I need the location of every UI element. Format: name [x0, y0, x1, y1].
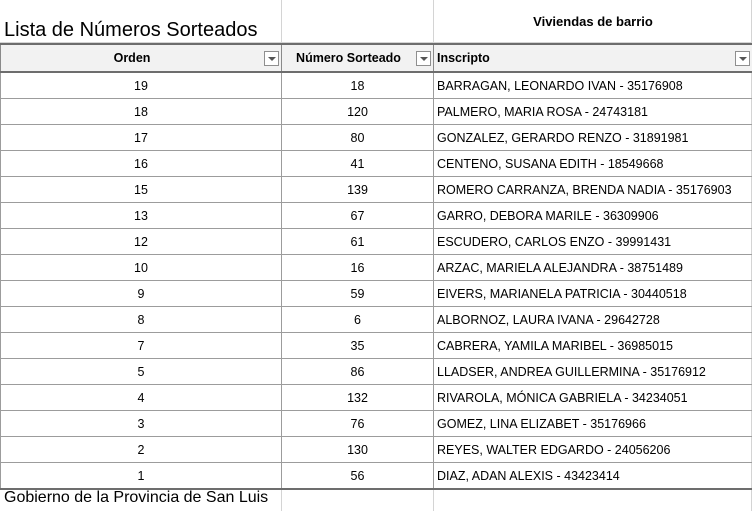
cell-numero-sorteado[interactable]: 80	[282, 125, 434, 151]
table-row	[1, 333, 752, 359]
cell-orden[interactable]: 13	[1, 203, 282, 229]
column-header-label: Orden	[113, 51, 151, 65]
cell-orden[interactable]: 19	[1, 72, 282, 99]
cell-inscripto[interactable]: ARZAC, MARIELA ALEJANDRA - 38751489	[434, 255, 752, 281]
cell-numero-sorteado[interactable]: 41	[282, 151, 434, 177]
column-header-inscripto[interactable]	[434, 44, 752, 72]
cell-numero-sorteado[interactable]: 6	[282, 307, 434, 333]
cell-orden[interactable]: 16	[1, 151, 282, 177]
sheet-title[interactable]: Lista de Números Sorteados	[4, 19, 258, 41]
cell-orden[interactable]: 1	[1, 463, 282, 490]
cell-inscripto[interactable]: CENTENO, SUSANA EDITH - 18549668	[434, 151, 752, 177]
table-row	[1, 229, 752, 255]
sheet-footer[interactable]: Gobierno de la Provincia de San Luis	[4, 489, 269, 506]
cell-numero-sorteado[interactable]: 59	[282, 281, 434, 307]
cell-numero-sorteado[interactable]: 56	[282, 463, 434, 490]
cell-numero-sorteado[interactable]: 61	[282, 229, 434, 255]
cell-inscripto[interactable]: GARRO, DEBORA MARILE - 36309906	[434, 203, 752, 229]
cell-inscripto[interactable]: DIAZ, ADAN ALEXIS - 43423414	[434, 463, 752, 490]
cell-orden[interactable]: 4	[1, 385, 282, 411]
column-header-label: Número Sorteado	[296, 51, 401, 65]
table-row	[1, 203, 752, 229]
cell-orden[interactable]: 5	[1, 359, 282, 385]
cell-numero-sorteado[interactable]: 139	[282, 177, 434, 203]
cell-orden[interactable]: 7	[1, 333, 282, 359]
cell-orden[interactable]: 10	[1, 255, 282, 281]
cell-orden[interactable]: 15	[1, 177, 282, 203]
cell-numero-sorteado[interactable]: 120	[282, 99, 434, 125]
dropdown-arrow-icon[interactable]	[735, 51, 750, 66]
table-row	[1, 281, 752, 307]
column-header-orden[interactable]	[1, 44, 282, 72]
cell-orden[interactable]: 2	[1, 437, 282, 463]
dropdown-arrow-icon[interactable]	[264, 51, 279, 66]
dropdown-arrow-icon[interactable]	[416, 51, 431, 66]
cell-orden[interactable]: 8	[1, 307, 282, 333]
cell-inscripto[interactable]: PALMERO, MARIA ROSA - 24743181	[434, 99, 752, 125]
cell-inscripto[interactable]: ALBORNOZ, LAURA IVANA - 29642728	[434, 307, 752, 333]
table-row	[1, 177, 752, 203]
column-header-label: Inscripto	[437, 51, 490, 65]
cell-orden[interactable]: 17	[1, 125, 282, 151]
cell-inscripto[interactable]: EIVERS, MARIANELA PATRICIA - 30440518	[434, 281, 752, 307]
cell-inscripto[interactable]: RIVAROLA, MÓNICA GABRIELA - 34234051	[434, 385, 752, 411]
table-row	[1, 99, 752, 125]
cell-inscripto[interactable]: GOMEZ, LINA ELIZABET - 35176966	[434, 411, 752, 437]
cell-numero-sorteado[interactable]: 35	[282, 333, 434, 359]
cell-inscripto[interactable]: LLADSER, ANDREA GUILLERMINA - 35176912	[434, 359, 752, 385]
table-row	[1, 437, 752, 463]
table-row	[1, 72, 752, 99]
cell-inscripto[interactable]: GONZALEZ, GERARDO RENZO - 31891981	[434, 125, 752, 151]
cell-numero-sorteado[interactable]: 16	[282, 255, 434, 281]
cell-numero-sorteado[interactable]: 86	[282, 359, 434, 385]
table-row	[1, 125, 752, 151]
cell-inscripto[interactable]: ESCUDERO, CARLOS ENZO - 39991431	[434, 229, 752, 255]
cell-inscripto[interactable]: REYES, WALTER EDGARDO - 24056206	[434, 437, 752, 463]
table-row	[1, 463, 752, 490]
cell-orden[interactable]: 9	[1, 281, 282, 307]
table-row	[1, 307, 752, 333]
cell-inscripto[interactable]: ROMERO CARRANZA, BRENDA NADIA - 35176903	[434, 177, 752, 203]
cell-numero-sorteado[interactable]: 132	[282, 385, 434, 411]
cell-numero-sorteado[interactable]: 67	[282, 203, 434, 229]
cell-orden[interactable]: 18	[1, 99, 282, 125]
table-row	[1, 151, 752, 177]
column-header-numero-sorteado[interactable]	[282, 44, 434, 72]
cell-numero-sorteado[interactable]: 18	[282, 72, 434, 99]
sheet-subtitle[interactable]: Viviendas de barrio	[533, 14, 653, 29]
table-row	[1, 385, 752, 411]
cell-inscripto[interactable]: BARRAGAN, LEONARDO IVAN - 35176908	[434, 72, 752, 99]
table-header-row	[1, 44, 752, 72]
results-table	[0, 43, 752, 490]
table-row	[1, 255, 752, 281]
cell-numero-sorteado[interactable]: 130	[282, 437, 434, 463]
table-row	[1, 411, 752, 437]
cell-numero-sorteado[interactable]: 76	[282, 411, 434, 437]
table-row	[1, 359, 752, 385]
cell-orden[interactable]: 12	[1, 229, 282, 255]
cell-orden[interactable]: 3	[1, 411, 282, 437]
cell-inscripto[interactable]: CABRERA, YAMILA MARIBEL - 36985015	[434, 333, 752, 359]
